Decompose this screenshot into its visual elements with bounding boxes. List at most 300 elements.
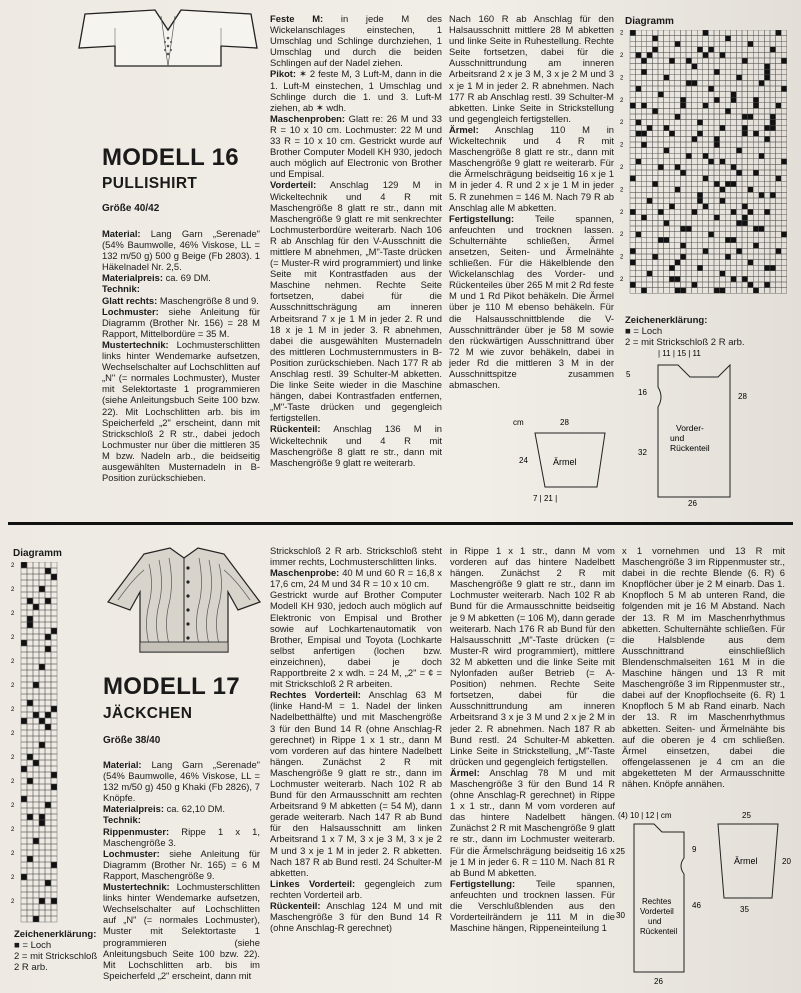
hole-cell: [39, 586, 45, 592]
modell17-legend: [14, 929, 99, 973]
grid-cell: [51, 802, 57, 808]
grid-cell: [697, 153, 703, 159]
hole-cell: [776, 103, 782, 109]
grid-cell: [720, 204, 726, 210]
grid-cell: [753, 181, 759, 187]
grid-cell: [652, 170, 658, 176]
grid-cell: [697, 237, 703, 243]
grid-cell: [636, 47, 642, 53]
grid-cell: [748, 254, 754, 260]
grid-cell: [669, 288, 675, 294]
grid-cell: [708, 164, 714, 170]
grid-cell: [21, 880, 27, 886]
body-left-a: 25: [616, 847, 625, 856]
grid-cell: [45, 718, 51, 724]
hole-cell: [664, 237, 670, 243]
grid-cell: [51, 844, 57, 850]
grid-cell: [45, 586, 51, 592]
grid-cell: [697, 243, 703, 249]
grid-cell: [33, 850, 39, 856]
hole-cell: [720, 271, 726, 277]
grid-cell: [636, 80, 642, 86]
grid-cell: [753, 153, 759, 159]
grid-cell: [708, 271, 714, 277]
grid-cell: [748, 108, 754, 114]
grid-cell: [27, 646, 33, 652]
grid-cell: [770, 276, 776, 282]
grid-cell: [51, 892, 57, 898]
grid-cell: [39, 622, 45, 628]
grid-cell: [714, 187, 720, 193]
grid-cell: [708, 80, 714, 86]
hole-cell: [652, 47, 658, 53]
grid-cell: [658, 192, 664, 198]
grid-cell: [51, 724, 57, 730]
grid-cell: [742, 30, 748, 36]
hole-cell: [33, 712, 39, 718]
grid-cell: [33, 814, 39, 820]
grid-cell: [39, 916, 45, 922]
grid-cell: [697, 220, 703, 226]
grid-cell: [686, 159, 692, 165]
grid-cell: [759, 75, 765, 81]
grid-cell: [731, 114, 737, 120]
grid-cell: [45, 916, 51, 922]
grid-cell: [664, 282, 670, 288]
modell16-column-3: [449, 13, 614, 413]
paragraph-heading: Material:: [103, 759, 142, 770]
grid-cell: [697, 41, 703, 47]
grid-cell: [641, 136, 647, 142]
grid-cell: [39, 748, 45, 754]
grid-cell: [669, 192, 675, 198]
grid-cell: [753, 164, 759, 170]
grid-cell: [630, 192, 636, 198]
grid-cell: [45, 820, 51, 826]
hole-cell: [781, 58, 787, 64]
grid-cell: [45, 826, 51, 832]
body-bottom: 26: [688, 499, 697, 507]
grid-cell: [731, 198, 737, 204]
hole-cell: [736, 220, 742, 226]
grid-cell: [764, 220, 770, 226]
grid-cell: [27, 670, 33, 676]
grid-cell: [714, 64, 720, 70]
grid-cell: [45, 844, 51, 850]
modell17-column-2: [270, 545, 442, 989]
grid-cell: [692, 176, 698, 182]
grid-cell: [33, 856, 39, 862]
grid-cell: [714, 282, 720, 288]
grid-cell: [725, 243, 731, 249]
hole-cell: [720, 159, 726, 165]
grid-cell: [731, 148, 737, 154]
grid-cell: [33, 790, 39, 796]
grid-cell: [39, 658, 45, 664]
grid-cell: [636, 215, 642, 221]
grid-cell: [33, 610, 39, 616]
grid-cell: [641, 243, 647, 249]
grid-cell: [652, 209, 658, 215]
paragraph-text: siehe Anleitung für Diagramm (Brother Nr. 165) = 6 M Rapport, Maschengröße 9.: [103, 847, 260, 881]
grid-cell: [27, 724, 33, 730]
grid-cell: [21, 700, 27, 706]
grid-cell: [33, 772, 39, 778]
hole-cell: [636, 159, 642, 165]
grid-cell: [708, 41, 714, 47]
grid-cell: [33, 664, 39, 670]
hole-cell: [731, 97, 737, 103]
hole-cell: [753, 131, 759, 137]
grid-cell: [731, 47, 737, 53]
grid-cell: [703, 142, 709, 148]
grid-cell: [759, 181, 765, 187]
paragraph-text: Anschlag 63 M (linke Hand-M = 1. Nadel der linken Nadelbetthälfte) und mit Maschengröße 3 für den Bund 14 R (ohne Anschlag-R gerechnet) in Rippe 1 x 1 str., dann M vom vorderen auf das hintere Nadelbett hängen. Zunächst 2 R mit Maschengröße 9 glatt re str., dann im Lochmuster weiterarb. Nach 102 R ab Bund für den Armausschnitt am rechten Arbeitsrand 9 M abketten (= 54 M), dann gerade weiterarb. Nach 147 R ab Bund für den Halsausschnitt am linken Arbeitsrand 1 x 7 M, 3 x je 3 M, 3 x je 2 M und 3 x je 1 M in jeder 2. R abketten. Nach 187 R ab Bund restl. 24 Schulter-M abketten.: [270, 689, 442, 878]
grid-cell: [658, 198, 664, 204]
hole-cell: [675, 41, 681, 47]
grid-cell: [703, 108, 709, 114]
grid-cell: [45, 856, 51, 862]
modell16-sleeve-schematic: [505, 415, 615, 505]
grid-cell: [51, 916, 57, 922]
grid-cell: [675, 86, 681, 92]
grid-cell: [714, 92, 720, 98]
grid-cell: [664, 103, 670, 109]
paragraph-heading: Glatt rechts:: [102, 294, 158, 306]
grid-cell: [669, 187, 675, 193]
grid-cell: [641, 97, 647, 103]
grid-cell: [630, 41, 636, 47]
grid-cell: [675, 282, 681, 288]
grid-cell: [770, 271, 776, 277]
grid-cell: [21, 664, 27, 670]
grid-cell: [748, 265, 754, 271]
row-marker: 2: [11, 779, 15, 785]
grid-cell: [742, 243, 748, 249]
grid-cell: [736, 69, 742, 75]
grid-cell: [33, 616, 39, 622]
grid-cell: [686, 136, 692, 142]
paragraph: [102, 272, 260, 283]
grid-cell: [770, 58, 776, 64]
grid-cell: [51, 718, 57, 724]
grid-cell: [781, 192, 787, 198]
paragraph-heading: Mustertechnik:: [103, 881, 170, 893]
grid-cell: [764, 164, 770, 170]
grid-cell: [45, 862, 51, 868]
hole-cell: [703, 30, 709, 36]
paragraph: [102, 283, 260, 294]
grid-cell: [764, 192, 770, 198]
hole-cell: [742, 131, 748, 137]
grid-cell: [736, 237, 742, 243]
grid-cell: [708, 69, 714, 75]
hole-cell: [45, 712, 51, 718]
grid-cell: [753, 120, 759, 126]
grid-cell: [697, 288, 703, 294]
grid-cell: [675, 64, 681, 70]
grid-cell: [51, 688, 57, 694]
grid-cell: [697, 136, 703, 142]
grid-cell: [753, 254, 759, 260]
grid-cell: [781, 148, 787, 154]
grid-cell: [686, 30, 692, 36]
paragraph: [103, 826, 260, 848]
grid-cell: [697, 248, 703, 254]
grid-cell: [725, 125, 731, 131]
grid-cell: [658, 120, 664, 126]
grid-cell: [725, 41, 731, 47]
grid-cell: [781, 136, 787, 142]
grid-cell: [669, 159, 675, 165]
legend-item-row: 2 = mit Strickschloß 2 R arb.: [625, 337, 745, 348]
hole-cell: [759, 226, 765, 232]
paragraph-heading: Mustertechnik:: [102, 338, 169, 350]
paragraph-heading: Fertigstellung:: [450, 877, 516, 889]
grid-cell: [652, 80, 658, 86]
grid-cell: [680, 153, 686, 159]
grid-cell: [708, 192, 714, 198]
hole-cell: [680, 254, 686, 260]
grid-cell: [664, 170, 670, 176]
grid-cell: [703, 181, 709, 187]
grid-cell: [725, 265, 731, 271]
paragraph-text: in jede M des Wickelanschlages einstechen, 1 Umschlag und Schlinge durchziehen, 1 Umschlag und durch die beiden Schlingen auf der Nadel ziehen.: [270, 13, 442, 69]
grid-cell: [686, 64, 692, 70]
grid-cell: [675, 153, 681, 159]
hole-cell: [725, 237, 731, 243]
grid-cell: [647, 164, 653, 170]
grid-cell: [725, 260, 731, 266]
grid-cell: [652, 276, 658, 282]
hole-cell: [742, 58, 748, 64]
paragraph-heading: Pikot:: [270, 68, 297, 80]
grid-cell: [725, 148, 731, 154]
paragraph-heading: Ärmel:: [449, 123, 479, 135]
grid-cell: [686, 92, 692, 98]
grid-cell: [680, 276, 686, 282]
hole-cell: [630, 260, 636, 266]
grid-cell: [45, 700, 51, 706]
grid-cell: [51, 790, 57, 796]
row-marker: 2: [11, 803, 15, 809]
grid-cell: [27, 634, 33, 640]
grid-cell: [641, 125, 647, 131]
paragraph-text: Anschlag 124 M und mit Maschengröße 3 für den Bund 14 R (ohne Anschlag-R gerechnet): [270, 900, 442, 934]
grid-cell: [736, 265, 742, 271]
grid-cell: [630, 204, 636, 210]
grid-cell: [39, 700, 45, 706]
grid-cell: [759, 41, 765, 47]
grid-cell: [742, 103, 748, 109]
grid-cell: [725, 47, 731, 53]
grid-cell: [686, 108, 692, 114]
grid-cell: [45, 664, 51, 670]
grid-cell: [753, 176, 759, 182]
grid-cell: [27, 628, 33, 634]
paragraph-heading: Feste M:: [270, 13, 324, 24]
grid-cell: [658, 30, 664, 36]
grid-cell: [686, 142, 692, 148]
grid-cell: [742, 52, 748, 58]
grid-cell: [45, 766, 51, 772]
grid-cell: [686, 260, 692, 266]
grid-cell: [27, 748, 33, 754]
grid-cell: [675, 170, 681, 176]
paragraph: [102, 295, 260, 306]
grid-cell: [45, 694, 51, 700]
grid-cell: [725, 153, 731, 159]
sleeve-top: 28: [560, 418, 569, 427]
grid-cell: [664, 69, 670, 75]
hole-cell: [669, 265, 675, 271]
grid-cell: [731, 215, 737, 221]
grid-cell: [33, 802, 39, 808]
grid-cell: [708, 103, 714, 109]
grid-cell: [33, 886, 39, 892]
grid-cell: [669, 52, 675, 58]
grid-cell: [647, 41, 653, 47]
row-marker: 2: [11, 563, 15, 569]
grid-cell: [692, 142, 698, 148]
grid-cell: [27, 592, 33, 598]
grid-cell: [708, 237, 714, 243]
grid-cell: [652, 97, 658, 103]
grid-cell: [776, 58, 782, 64]
grid-cell: [781, 75, 787, 81]
grid-cell: [697, 125, 703, 131]
grid-cell: [714, 47, 720, 53]
hole-cell: [720, 187, 726, 193]
grid-cell: [664, 260, 670, 266]
grid-cell: [703, 47, 709, 53]
grid-cell: [742, 181, 748, 187]
grid-cell: [736, 198, 742, 204]
grid-cell: [714, 260, 720, 266]
grid-cell: [630, 276, 636, 282]
grid-cell: [669, 30, 675, 36]
row-marker: 2: [620, 120, 624, 127]
grid-cell: [692, 164, 698, 170]
grid-cell: [731, 271, 737, 277]
grid-cell: [27, 886, 33, 892]
hole-cell: [770, 47, 776, 53]
sleeve-top: 25: [742, 811, 751, 820]
grid-cell: [776, 265, 782, 271]
grid-cell: [748, 176, 754, 182]
grid-cell: [731, 75, 737, 81]
grid-cell: [641, 153, 647, 159]
grid-cell: [781, 30, 787, 36]
grid-cell: [680, 198, 686, 204]
paragraph-text: Anschlag 78 M und mit Maschengröße 3 für den Bund 14 R (ohne Anschlag-R gerechnet) in Rippe 1 x 1 str., dann M vom vorderen auf das hintere Nadelbett hängen. Zunächst 2 R mit Maschengröße 9 glatt re str., dann im Lochmuster weiterarb. Für die Ärmelschrägung beidseitig 16 x je 1 M in jeder 6. R = 110 M. Nach 81 R ab Bund M abketten.: [450, 766, 615, 878]
grid-cell: [742, 288, 748, 294]
grid-cell: [641, 148, 647, 154]
grid-cell: [725, 30, 731, 36]
grid-cell: [636, 237, 642, 243]
grid-cell: [708, 125, 714, 131]
grid-cell: [21, 892, 27, 898]
grid-cell: [714, 159, 720, 165]
grid-cell: [647, 136, 653, 142]
grid-cell: [731, 226, 737, 232]
grid-cell: [630, 108, 636, 114]
grid-cell: [630, 69, 636, 75]
grid-cell: [736, 243, 742, 249]
grid-cell: [51, 754, 57, 760]
grid-cell: [27, 706, 33, 712]
grid-cell: [725, 142, 731, 148]
grid-cell: [770, 131, 776, 137]
grid-cell: [742, 92, 748, 98]
row-marker: 2: [620, 232, 624, 239]
grid-cell: [33, 874, 39, 880]
grid-cell: [45, 628, 51, 634]
grid-cell: [664, 276, 670, 282]
grid-cell: [742, 97, 748, 103]
grid-cell: [770, 30, 776, 36]
section-divider: [8, 522, 793, 525]
grid-cell: [647, 120, 653, 126]
grid-cell: [725, 288, 731, 294]
grid-cell: [720, 192, 726, 198]
grid-cell: [652, 120, 658, 126]
paragraph-text: Teile spannen, anfeuchten und trocknen lassen. Für die Verschlußblenden aus den Vorderteilrändern je 111 M in die Maschine hängen, Rippeneinteilung 1: [450, 877, 615, 934]
grid-cell: [664, 226, 670, 232]
grid-cell: [776, 198, 782, 204]
grid-cell: [697, 159, 703, 165]
grid-cell: [669, 248, 675, 254]
paragraph: [270, 900, 442, 933]
grid-cell: [33, 676, 39, 682]
hole-cell: [45, 568, 51, 574]
grid-cell: [781, 181, 787, 187]
grid-cell: [658, 282, 664, 288]
grid-cell: [776, 69, 782, 75]
paragraph-heading: Rückenteil:: [270, 423, 321, 435]
grid-cell: [21, 730, 27, 736]
grid-cell: [664, 80, 670, 86]
hole-cell: [45, 802, 51, 808]
grid-cell: [636, 276, 642, 282]
grid-cell: [39, 688, 45, 694]
grid-cell: [708, 176, 714, 182]
hole-cell: [21, 766, 27, 772]
grid-cell: [45, 790, 51, 796]
grid-cell: [636, 226, 642, 232]
grid-cell: [720, 75, 726, 81]
grid-cell: [753, 136, 759, 142]
grid-cell: [703, 159, 709, 165]
hole-cell: [764, 265, 770, 271]
grid-cell: [759, 237, 765, 243]
grid-cell: [680, 148, 686, 154]
hole-cell: [692, 209, 698, 215]
grid-cell: [776, 204, 782, 210]
grid-cell: [45, 838, 51, 844]
grid-cell: [39, 862, 45, 868]
grid-cell: [680, 125, 686, 131]
grid-cell: [647, 237, 653, 243]
grid-cell: [647, 288, 653, 294]
grid-cell: [658, 80, 664, 86]
grid-cell: [692, 204, 698, 210]
grid-cell: [675, 148, 681, 154]
grid-cell: [652, 271, 658, 277]
grid-cell: [51, 616, 57, 622]
hole-cell: [652, 254, 658, 260]
grid-cell: [770, 86, 776, 92]
